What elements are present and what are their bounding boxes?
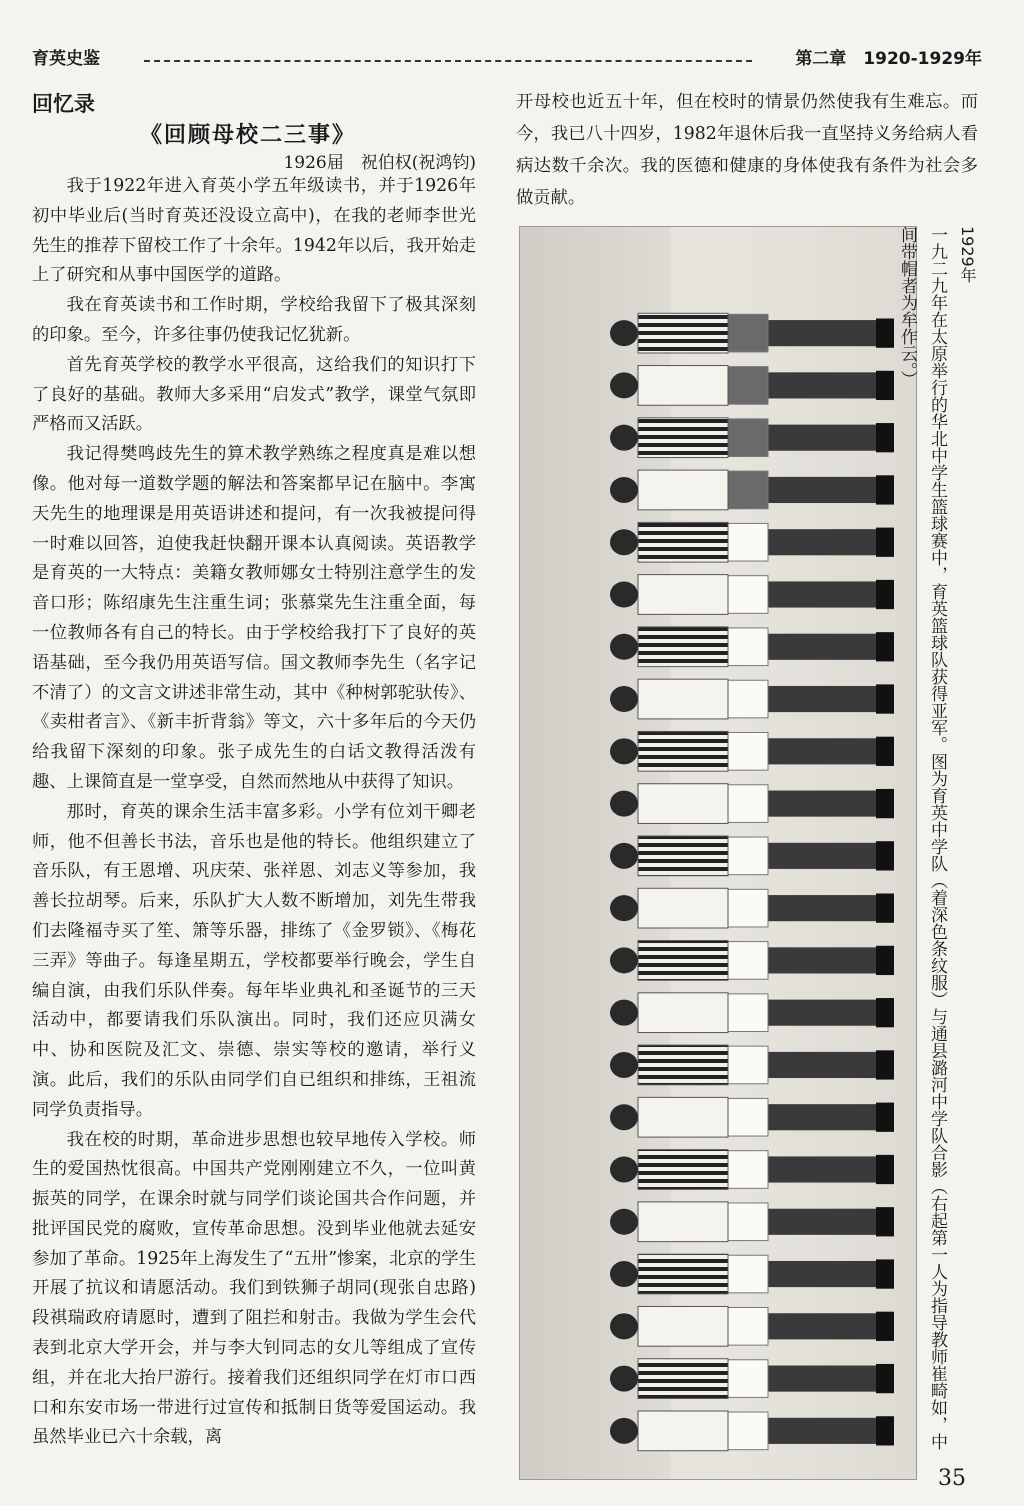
player-shoes bbox=[876, 684, 894, 713]
player-head bbox=[610, 425, 638, 451]
player-jersey bbox=[638, 1097, 728, 1137]
player-head bbox=[610, 738, 638, 764]
photo-caption bbox=[897, 226, 982, 1466]
player-jersey bbox=[638, 941, 728, 981]
paragraph: 我记得樊鸣歧先生的算术教学熟练之程度真是难以想像。他对每一道数学题的解法和答案都早记在脑中。李寓天先生的地理课是用英语讲述和提问，有一次我被提问得一时难以回答，迫使我赶快翻开课本认真阅读。英语教学是育英的一大特点：美籍女教师娜女士特别注意学生的发音口形；陈绍康先生注重生词；张慕棠先生注重全面，每一位教师各有自己的特长。由于学校给我打下了良好的英语基础，至今我仍用英语写信。国文教师李先生（名字记不清了）的文言文讲述非常生动，其中《种树郭驼驮传》、《卖柑者言》、《新丰折背翁》等文，六十多年后的今天仍给我留下深刻的印象。张子成先生的白话文教得活泼有趣、上课简直是一堂享受，自然而然地从中获得了知识。 bbox=[32, 444, 476, 792]
player-shorts bbox=[728, 419, 768, 457]
player-legs bbox=[768, 1052, 878, 1078]
player-jersey bbox=[638, 836, 728, 876]
caption-text: 一九二九年在太原举行的华北中学生篮球赛中，育英篮球队获得亚军。图为育英中学队（着深色条纹服）与通县潞河中学队合影（右起第一人为指导教师崔畸如，中间带帽者为牟作云。） bbox=[897, 226, 947, 1450]
player-shoes bbox=[876, 632, 894, 661]
player-shorts bbox=[728, 1360, 768, 1398]
player-shorts bbox=[728, 1412, 768, 1450]
player-shorts bbox=[728, 1308, 768, 1346]
player-shorts bbox=[728, 994, 768, 1032]
player-legs bbox=[768, 1366, 878, 1392]
player-shoes bbox=[876, 528, 894, 557]
player-shoes bbox=[876, 1050, 894, 1079]
player-head bbox=[610, 843, 638, 869]
player-jersey bbox=[638, 1150, 728, 1190]
player-jersey bbox=[638, 1045, 728, 1085]
player-shorts bbox=[728, 1255, 768, 1293]
player-legs bbox=[768, 477, 878, 503]
player-shoes bbox=[876, 841, 894, 870]
caption-year: 1929年 bbox=[958, 226, 977, 283]
player-head bbox=[610, 582, 638, 608]
player-head bbox=[610, 477, 638, 503]
player-legs bbox=[768, 529, 878, 555]
player-jersey bbox=[638, 784, 728, 824]
player-legs bbox=[768, 1313, 878, 1339]
player-shoes bbox=[876, 1416, 894, 1445]
player-shorts bbox=[728, 367, 768, 405]
player-jersey bbox=[638, 679, 728, 719]
player-jersey bbox=[638, 731, 728, 771]
player-shoes bbox=[876, 1259, 894, 1288]
player-legs bbox=[768, 320, 878, 346]
player-head bbox=[610, 947, 638, 973]
header-divider bbox=[144, 60, 752, 62]
player-legs bbox=[768, 1261, 878, 1287]
player-shorts bbox=[728, 576, 768, 614]
chapter-label: 第二章 1920-1929年 bbox=[789, 44, 982, 69]
player-head bbox=[610, 1000, 638, 1026]
team-photo bbox=[519, 226, 917, 1480]
player-legs bbox=[768, 634, 878, 660]
article-title: 《回顾母校二三事》 bbox=[140, 122, 357, 148]
book-title: 育英史鉴 bbox=[32, 49, 100, 69]
player-shorts bbox=[728, 628, 768, 666]
player-shoes bbox=[876, 1155, 894, 1184]
section-label: 回忆录 bbox=[32, 92, 95, 116]
player-shorts bbox=[728, 471, 768, 509]
player-shoes bbox=[876, 423, 894, 452]
player-jersey bbox=[638, 313, 728, 353]
player-shoes bbox=[876, 475, 894, 504]
player-legs bbox=[768, 1156, 878, 1182]
player-legs bbox=[768, 1209, 878, 1235]
player-head bbox=[610, 1104, 638, 1130]
player-head bbox=[610, 1052, 638, 1078]
player-jersey bbox=[638, 366, 728, 406]
player-jersey bbox=[638, 522, 728, 562]
player-jersey bbox=[638, 1202, 728, 1242]
paragraph: 我在育英读书和工作时期，学校给我留下了极其深刻的印象。至今，许多往事仍使我记忆犹新。 bbox=[32, 295, 476, 345]
player-shorts bbox=[728, 1151, 768, 1189]
player-head bbox=[610, 895, 638, 921]
player-shoes bbox=[876, 789, 894, 818]
player-shoes bbox=[876, 1364, 894, 1393]
player-jersey bbox=[638, 1306, 728, 1346]
player-legs bbox=[768, 843, 878, 869]
paragraph: 首先育英学校的教学水平很高，这给我们的知识打下了良好的基础。教师大多采用“启发式”教学，课堂气氛即严格而又活跃。 bbox=[32, 354, 476, 435]
player-legs bbox=[768, 895, 878, 921]
player-head bbox=[610, 1209, 638, 1235]
player-shoes bbox=[876, 1207, 894, 1236]
paragraph: 我在校的时期，革命进步思想也较早地传入学校。师生的爱国热忱很高。中国共产党刚刚建立不久，一位叫黄振英的同学，在课余时就与同学们谈论国共合作问题，并批评国民党的腐败，宣传革命思想。没到毕业他就去延安参加了革命。1925年上海发生了“五卅”惨案，北京的学生开展了抗议和请愿活动。我们到铁狮子胡同(现张自忠路)段祺瑞政府请愿时，遭到了阻拦和射击。我做为学生会代表到北京大学开会，并与李大钊同志的女儿等组成了宣传组，并在北大抬尸游行。接着我们还组织同学在灯市口西口和东安市场一带进行过宣传和抵制日货等爱国运动。我虽然毕业已六十余载，离 bbox=[32, 1129, 476, 1448]
player-head bbox=[610, 1366, 638, 1392]
article-body-right-column bbox=[516, 86, 978, 214]
player-head bbox=[610, 320, 638, 346]
player-jersey bbox=[638, 993, 728, 1033]
player-shorts bbox=[728, 837, 768, 875]
player-head bbox=[610, 634, 638, 660]
player-jersey bbox=[638, 888, 728, 928]
player-legs bbox=[768, 686, 878, 712]
player-shoes bbox=[876, 894, 894, 923]
player-shoes bbox=[876, 1312, 894, 1341]
player-shorts bbox=[728, 680, 768, 718]
player-jersey bbox=[638, 1254, 728, 1294]
player-head bbox=[610, 372, 638, 398]
player-jersey bbox=[638, 1411, 728, 1451]
player-shoes bbox=[876, 737, 894, 766]
player-legs bbox=[768, 1104, 878, 1130]
player-jersey bbox=[638, 470, 728, 510]
player-jersey bbox=[638, 575, 728, 615]
team-photo-image bbox=[520, 227, 916, 1479]
player-shorts bbox=[728, 733, 768, 771]
paragraph-continuation: 开母校也近五十年，但在校时的情景仍然使我有生难忘。而今，我已八十四岁，1982年退休后我一直坚持义务给病人看病达数千余次。我的医德和健康的身体使我有条件为社会多做贡献。 bbox=[516, 92, 978, 208]
player-shoes bbox=[876, 580, 894, 609]
player-shoes bbox=[876, 998, 894, 1027]
player-legs bbox=[768, 1000, 878, 1026]
player-jersey bbox=[638, 1359, 728, 1399]
player-legs bbox=[768, 372, 878, 398]
player-head bbox=[610, 686, 638, 712]
player-head bbox=[610, 1157, 638, 1183]
player-shorts bbox=[728, 1098, 768, 1136]
player-legs bbox=[768, 947, 878, 973]
player-shoes bbox=[876, 946, 894, 975]
player-shoes bbox=[876, 1103, 894, 1132]
paragraph: 我于1922年进入育英小学五年级读书，并于1926年初中毕业后(当时育英还没设立高中)，在我的老师李世光先生的推荐下留校工作了十余年。1942年以后，我开始走上了研究和从事中国医学的道路。 bbox=[32, 176, 476, 286]
running-header bbox=[32, 44, 982, 78]
player-jersey bbox=[638, 418, 728, 458]
player-shorts bbox=[728, 942, 768, 980]
article-byline: 1926届 祝伯权(祝鸿钧) bbox=[283, 153, 476, 173]
player-jersey bbox=[638, 627, 728, 667]
player-shorts bbox=[728, 1046, 768, 1084]
paragraph: 那时，育英的课余生活丰富多彩。小学有位刘干卿老师，他不但善长书法，音乐也是他的特长。他组织建立了音乐队，有王恩增、巩庆荣、张祥恩、刘志义等参加，我善长拉胡琴。后来，乐队扩大人数不断增加，刘先生带我们去隆福寺买了笙、箫等乐器，排练了《金罗锁》、《梅花三弄》等曲子。每逢星期五，学校都要举行晚会，学生自编自演，由我们乐队伴奏。每年毕业典礼和圣诞节的三天活动中，都要请我们乐队演出。同时，我们还应贝满女中、协和医院及汇文、崇德、崇实等校的邀请，举行义演。此后，我们的乐队由同学们自已组织和排练，王祖流同学负责指导。 bbox=[32, 801, 476, 1120]
player-legs bbox=[768, 425, 878, 451]
player-shorts bbox=[728, 1203, 768, 1241]
article-body-left-column bbox=[32, 172, 476, 1453]
player-head bbox=[610, 1418, 638, 1444]
player-legs bbox=[768, 738, 878, 764]
player-head bbox=[610, 791, 638, 817]
player-shorts bbox=[728, 785, 768, 823]
player-shorts bbox=[728, 523, 768, 561]
player-legs bbox=[768, 1418, 878, 1444]
player-shorts bbox=[728, 889, 768, 927]
player-head bbox=[610, 1313, 638, 1339]
page-number: 35 bbox=[938, 1466, 966, 1491]
player-legs bbox=[768, 581, 878, 607]
player-shorts bbox=[728, 314, 768, 352]
player-head bbox=[610, 529, 638, 555]
player-legs bbox=[768, 791, 878, 817]
player-head bbox=[610, 1261, 638, 1287]
